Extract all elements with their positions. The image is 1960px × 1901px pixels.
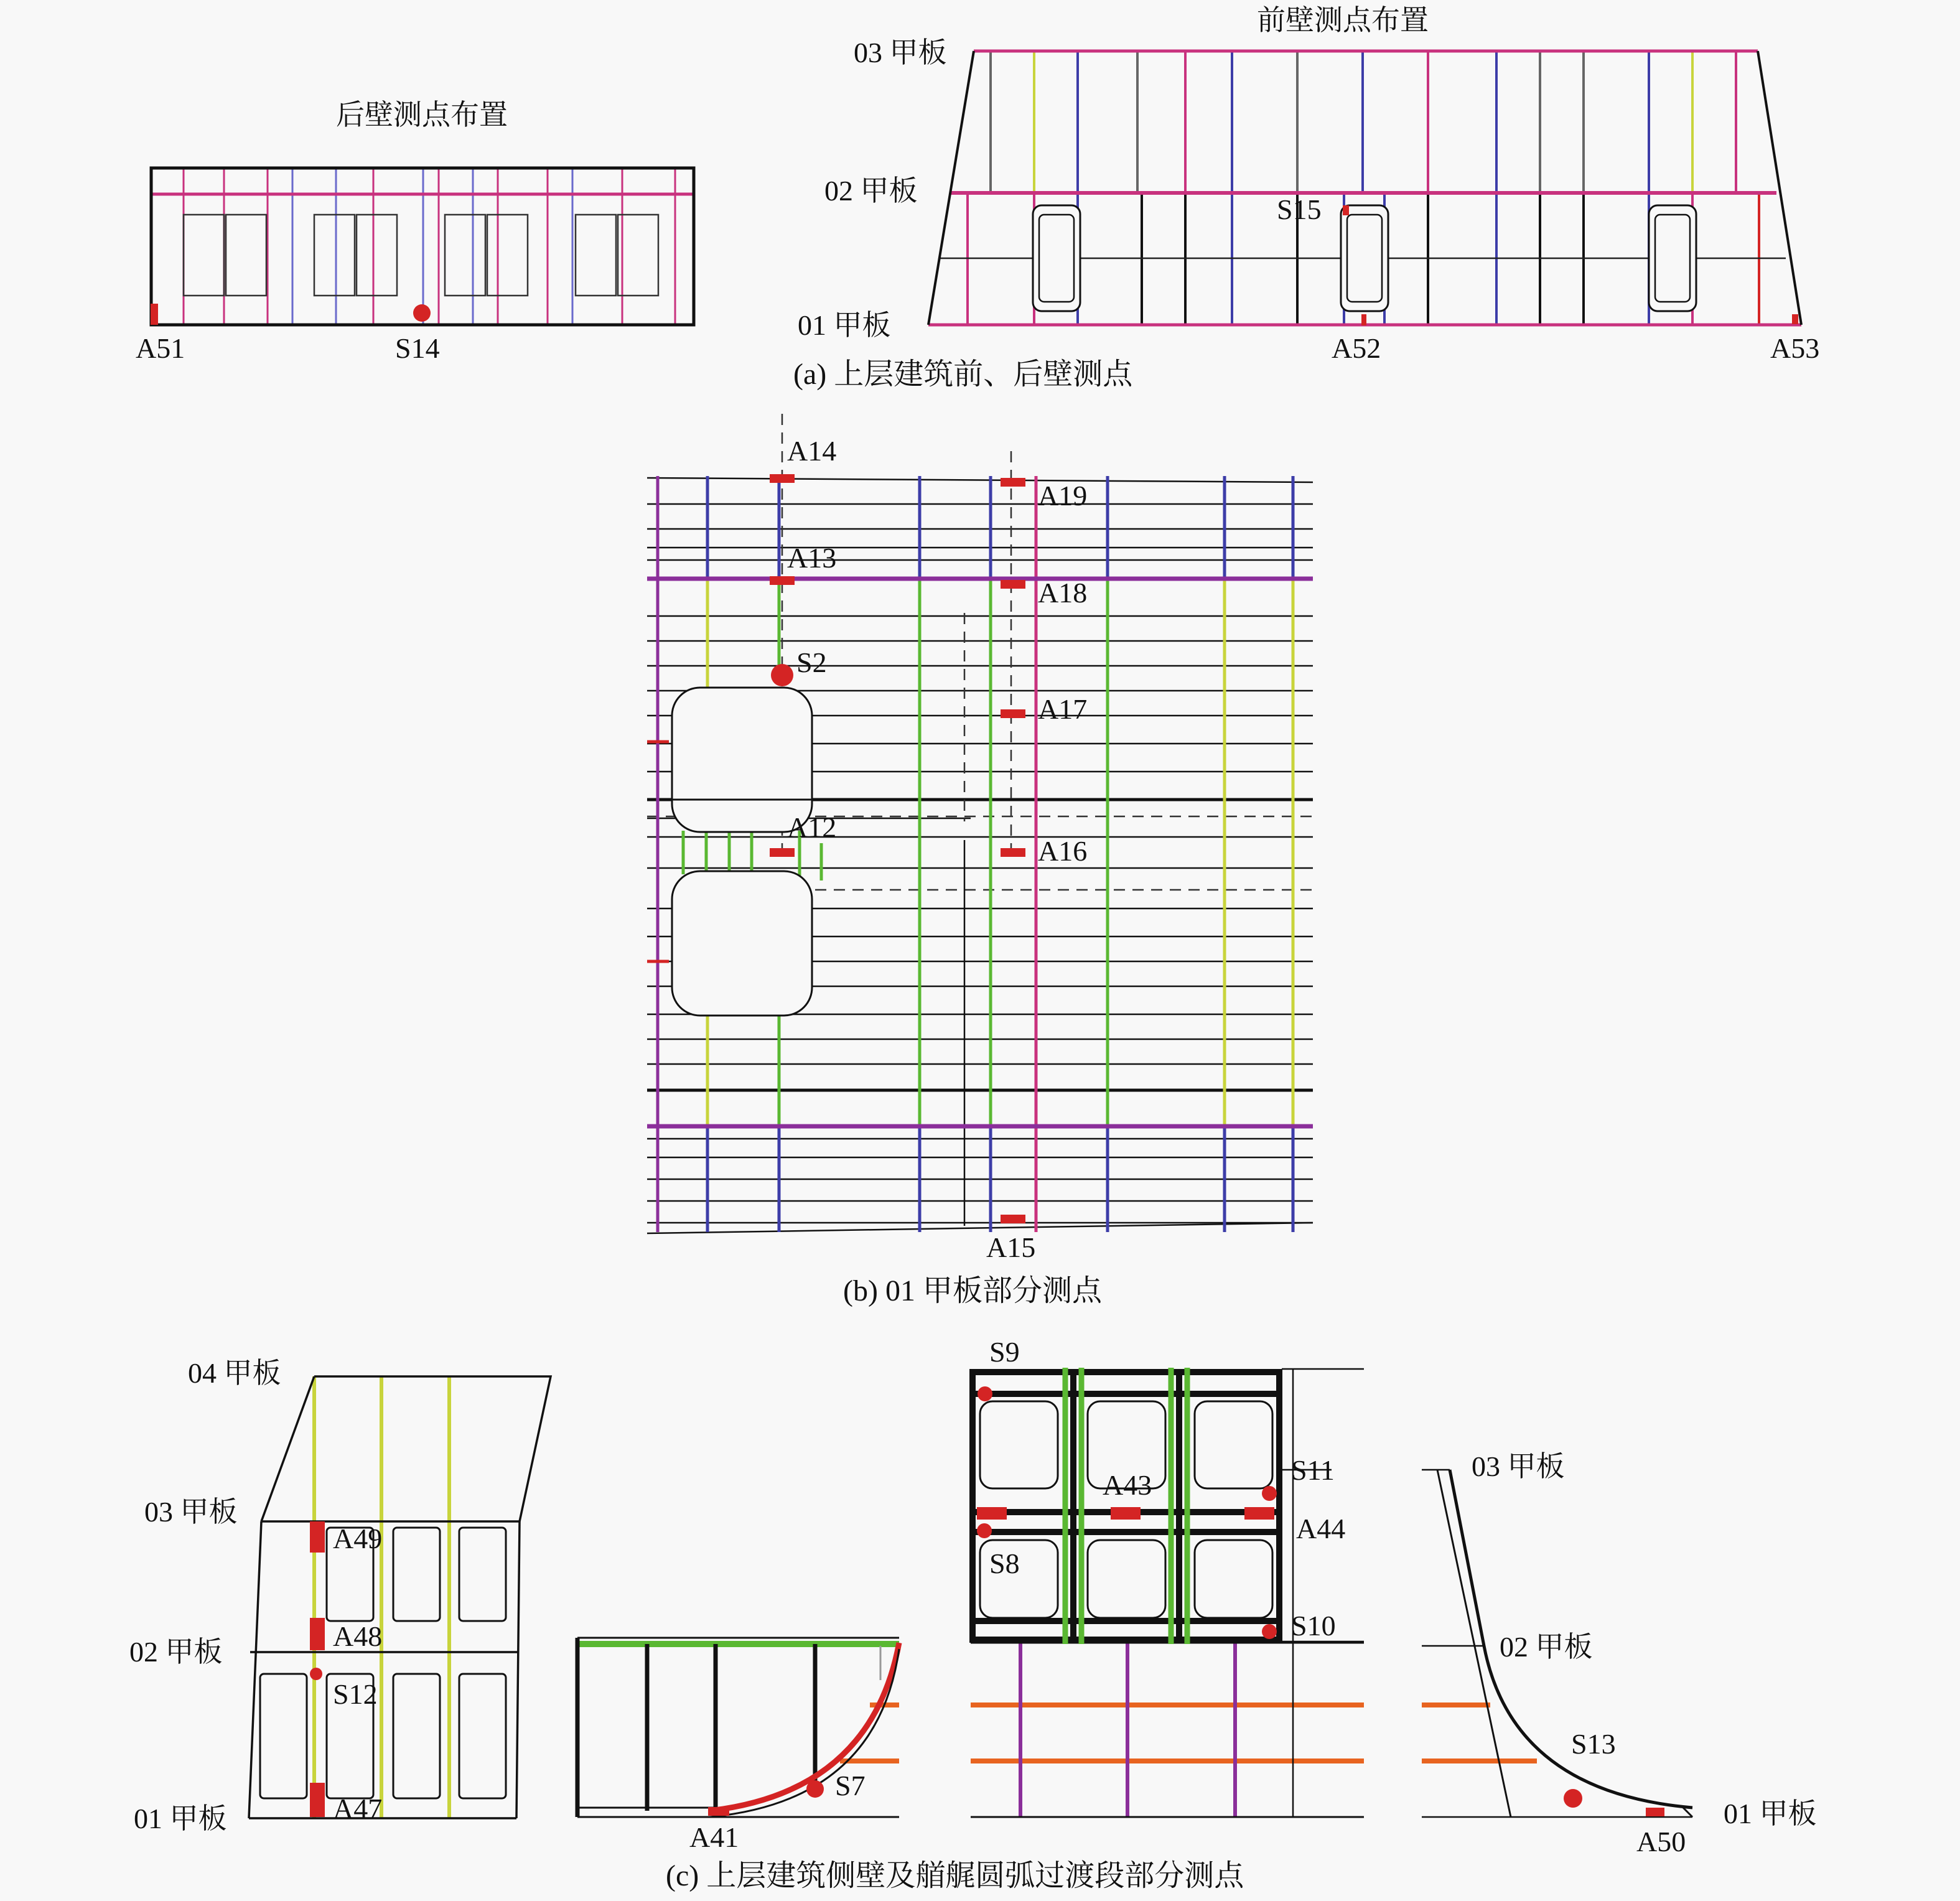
a47-gauge xyxy=(310,1783,325,1817)
a52-label: A52 xyxy=(1332,332,1381,364)
s10-label: S10 xyxy=(1291,1610,1336,1642)
s15-gauge xyxy=(1343,205,1349,215)
a44-label: A44 xyxy=(1296,1513,1346,1544)
a52-gauge xyxy=(1361,314,1366,325)
s2-gauge xyxy=(771,664,793,686)
s15-label: S15 xyxy=(1277,194,1322,225)
a12-gauge xyxy=(770,848,795,857)
caption-c: (c) 上层建筑侧壁及艏艉圆弧过渡段部分测点 xyxy=(666,1859,1244,1892)
a44-gauge xyxy=(1244,1507,1274,1520)
a18-label: A18 xyxy=(1038,577,1088,609)
front-wall-title: 前壁测点布置 xyxy=(1257,4,1429,36)
curve-deck01-label: 01 甲板 xyxy=(1724,1798,1817,1829)
s12-gauge xyxy=(310,1668,322,1680)
a13-label: A13 xyxy=(787,542,837,574)
a41-gauge xyxy=(708,1807,729,1816)
a53-gauge xyxy=(1792,314,1798,324)
a50-gauge xyxy=(1646,1808,1664,1816)
s11-gauge xyxy=(1262,1486,1277,1501)
a18-gauge xyxy=(1001,580,1025,589)
side-deck03-label: 03 甲板 xyxy=(144,1496,238,1528)
a16-gauge xyxy=(1001,848,1025,857)
side-deck01-label: 01 甲板 xyxy=(134,1803,227,1834)
s8-gauge xyxy=(977,1523,992,1538)
a14-label: A14 xyxy=(787,435,837,467)
a15-gauge xyxy=(1001,1215,1025,1223)
s11-label: S11 xyxy=(1291,1454,1335,1486)
a14-gauge xyxy=(770,474,795,483)
s9-gauge xyxy=(978,1386,992,1401)
a19-gauge xyxy=(1001,478,1025,487)
curved-profile-diagram xyxy=(1422,1450,1817,1857)
a48-gauge xyxy=(310,1618,325,1650)
a15-label: A15 xyxy=(986,1231,1036,1263)
a50-label: A50 xyxy=(1636,1826,1686,1857)
a13-gauge xyxy=(770,576,795,585)
a42-gauge xyxy=(977,1507,1007,1520)
side-deck02-label: 02 甲板 xyxy=(129,1636,223,1668)
a17-label: A17 xyxy=(1038,693,1088,725)
a17-gauge xyxy=(1001,709,1025,718)
front-deck03-label: 03 甲板 xyxy=(854,37,947,68)
arc-transition-diagram xyxy=(577,1638,899,1853)
rear-wall-diagram xyxy=(136,99,694,364)
curve-deck02-label: 02 甲板 xyxy=(1500,1631,1593,1663)
caption-a: (a) 上层建筑前、后壁测点 xyxy=(793,358,1133,391)
s14-gauge xyxy=(413,304,431,322)
caption-b: (b) 01 甲板部分测点 xyxy=(843,1274,1102,1307)
a51-label: A51 xyxy=(136,332,185,364)
deck01-diagram xyxy=(647,414,1313,1263)
s8-label: S8 xyxy=(989,1548,1020,1579)
a47-label: A47 xyxy=(333,1793,383,1824)
s14-label: S14 xyxy=(395,332,440,364)
front-wall-diagram xyxy=(798,4,1819,364)
front-deck01-label: 01 甲板 xyxy=(798,309,891,341)
s12-label: S12 xyxy=(333,1678,378,1710)
a41-label: A41 xyxy=(689,1821,739,1853)
s7-label: S7 xyxy=(835,1770,866,1801)
a49-gauge xyxy=(310,1521,325,1553)
side-wall-diagram xyxy=(129,1357,551,1834)
s9-label: S9 xyxy=(989,1336,1020,1368)
a51-gauge xyxy=(151,304,158,325)
curve-deck03-label: 03 甲板 xyxy=(1472,1450,1565,1482)
rear-wall-title: 后壁测点布置 xyxy=(336,99,508,131)
side-deck04-label: 04 甲板 xyxy=(188,1357,281,1389)
a43-gauge xyxy=(1111,1507,1141,1520)
a48-label: A48 xyxy=(333,1620,383,1652)
s10-gauge xyxy=(1262,1624,1277,1639)
a16-label: A16 xyxy=(1038,835,1088,867)
s7-gauge xyxy=(806,1780,824,1798)
s13-label: S13 xyxy=(1571,1728,1616,1760)
window-grid-diagram xyxy=(971,1336,1364,1817)
a19-label: A19 xyxy=(1038,480,1088,511)
s13-gauge xyxy=(1564,1789,1582,1808)
front-deck02-label: 02 甲板 xyxy=(824,175,918,207)
a12-label: A12 xyxy=(787,811,837,843)
s2-label: S2 xyxy=(796,647,827,678)
a53-label: A53 xyxy=(1770,332,1820,364)
a43-label: A43 xyxy=(1103,1469,1152,1501)
a49-label: A49 xyxy=(333,1523,383,1554)
